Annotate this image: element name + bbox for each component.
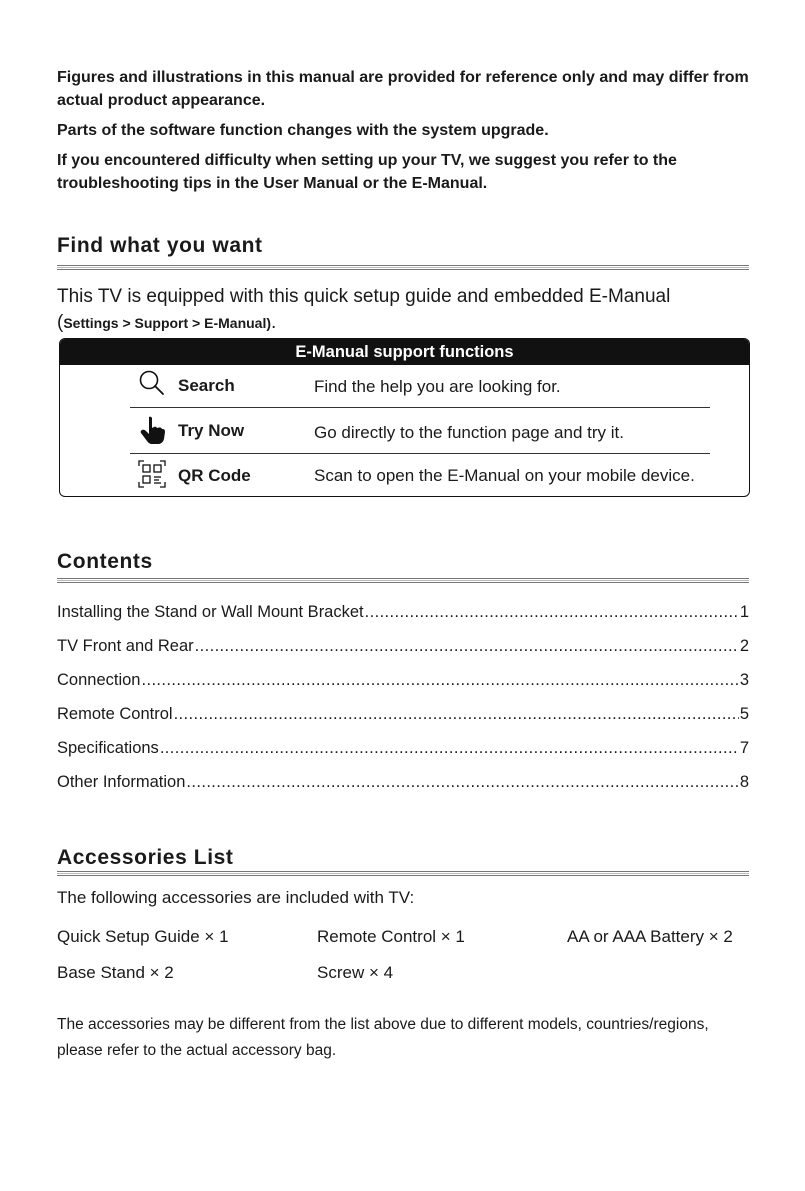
emanual-path: Settings > Support > E-Manual)	[63, 315, 272, 331]
toc-leader-dots	[141, 671, 738, 690]
emanual-path-line	[57, 310, 670, 336]
toc-entry[interactable]	[57, 671, 749, 705]
accessory-item: Base Stand × 2	[57, 963, 174, 982]
emanual-feature-qr-code	[130, 456, 710, 497]
toc-leader-dots	[186, 773, 738, 792]
contents-section-title: Contents	[57, 550, 153, 573]
accessory-item: Screw × 4	[317, 963, 394, 982]
qr-code-icon	[138, 460, 166, 488]
feature-name: QR Code	[178, 466, 251, 485]
emanual-functions-box	[59, 338, 750, 497]
toc-entry-page: 1	[739, 603, 749, 621]
toc-entry-page: 8	[739, 773, 749, 791]
toc-entry-page: 3	[739, 671, 749, 689]
intro-note-figures: Figures and illustrations in this manual are provided for reference only and may differ from actual product appearance.	[57, 69, 749, 109]
paren-close: .	[271, 312, 277, 333]
feature-name: Search	[178, 376, 235, 395]
intro-note-software: Parts of the software function changes with the system upgrade.	[57, 122, 549, 139]
toc-entry-page: 7	[739, 739, 749, 757]
accessory-item: AA or AAA Battery × 2	[567, 927, 733, 946]
toc-entry-title: TV Front and Rear	[57, 637, 194, 655]
accessories-section-rule	[57, 871, 749, 876]
paren-open: (	[57, 312, 64, 333]
contents-section-rule	[57, 578, 749, 583]
toc-entry-title: Remote Control	[57, 705, 173, 723]
accessories-note: The accessories may be different from the list above due to different models, countries/regions, please refer to the actual accessory bag.	[57, 1016, 709, 1059]
toc-entry[interactable]	[57, 705, 749, 739]
hand-pointer-icon	[138, 415, 166, 443]
feature-desc: Find the help you are looking for.	[314, 377, 561, 396]
search-icon	[138, 369, 166, 397]
emanual-feature-search	[130, 363, 710, 408]
toc-entry[interactable]	[57, 637, 749, 671]
accessories-intro: The following accessories are included with TV:	[57, 888, 415, 907]
intro-note-troubleshooting: If you encountered difficulty when setting up your TV, we suggest you refer to the troubleshooting tips in the User Manual or the E-Manual.	[57, 152, 677, 192]
emanual-feature-try-now	[130, 409, 710, 454]
accessories-section-title: Accessories List	[57, 846, 234, 869]
toc-entry-title: Specifications	[57, 739, 159, 757]
feature-desc: Go directly to the function page and try it.	[314, 423, 624, 442]
toc-entry-title: Connection	[57, 671, 141, 689]
toc-entry[interactable]	[57, 603, 749, 637]
toc-leader-dots	[365, 603, 739, 622]
find-section-title: Find what you want	[57, 234, 263, 257]
toc-entry-page: 2	[739, 637, 749, 655]
emanual-intro-line: This TV is equipped with this quick setup guide and embedded E-Manual	[57, 286, 671, 307]
toc-entry-page: 5	[739, 705, 749, 723]
feature-name: Try Now	[178, 421, 245, 440]
toc-entry[interactable]	[57, 739, 749, 773]
accessory-item: Remote Control × 1	[317, 927, 465, 946]
toc-leader-dots	[195, 637, 739, 656]
toc-entry-title: Installing the Stand or Wall Mount Bracket	[57, 603, 364, 621]
toc-entry-title: Other Information	[57, 773, 186, 791]
table-of-contents	[57, 603, 749, 807]
find-section-rule	[57, 265, 749, 270]
accessory-item: Quick Setup Guide × 1	[57, 927, 229, 946]
toc-entry[interactable]	[57, 773, 749, 807]
toc-leader-dots	[174, 705, 739, 724]
intro-notes	[57, 66, 749, 202]
emanual-intro	[57, 284, 670, 336]
emanual-box-header: E-Manual support functions	[60, 339, 749, 365]
toc-leader-dots	[160, 739, 739, 758]
feature-desc: Scan to open the E-Manual on your mobile device.	[314, 466, 695, 485]
